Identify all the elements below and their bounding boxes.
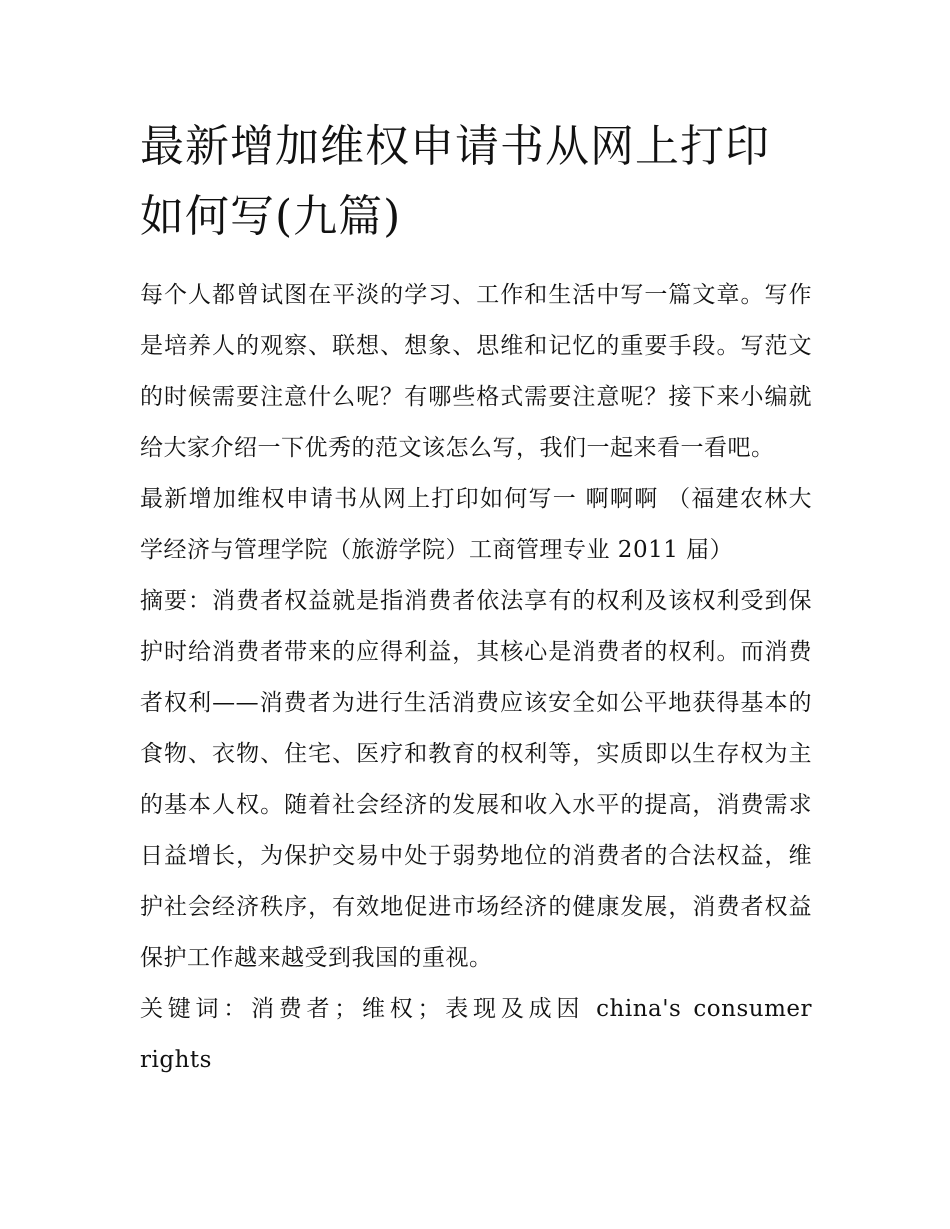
- abstract-paragraph: 摘要：消费者权益就是指消费者依法享有的权利及该权利受到保护时给消费者带来的应得利益，其核心是消费者的权利。而消费者权利——消费者为进行生活消费应该安全如公平地获得基本的食物、衣物、住宅、医疗和教育的权利等，实质即以生存权为主的基本人权。随着社会经济的发展和收入水平的提高，消费需求日益增长，为保护交易中处于弱势地位的消费者的合法权益，维护社会经济秩序，有效地促进市场经济的健康发展，消费者权益保护工作越来越受到我国的重视。: [140, 588, 812, 971]
- document-title: 最新增加维权申请书从网上打印如何写(九篇): [140, 121, 770, 242]
- intro-paragraph: 每个人都曾试图在平淡的学习、工作和生活中写一篇文章。写作是培养人的观察、联想、想象、思维和记忆的重要手段。写范文的时候需要注意什么呢？有哪些格式需要注意呢？接下来小编就给大家介绍一下优秀的范文该怎么写，我们一起来看一看吧。: [140, 282, 812, 461]
- document-body: [140, 112, 812, 1086]
- article-heading-paragraph: 最新增加维权申请书从网上打印如何写一 啊啊啊 （福建农林大学经济与管理学院（旅游学院）工商管理专业 2011 届）: [140, 486, 812, 563]
- keywords-paragraph: 关键词：消费者；维权；表现及成因 china's consumer rights: [140, 996, 812, 1073]
